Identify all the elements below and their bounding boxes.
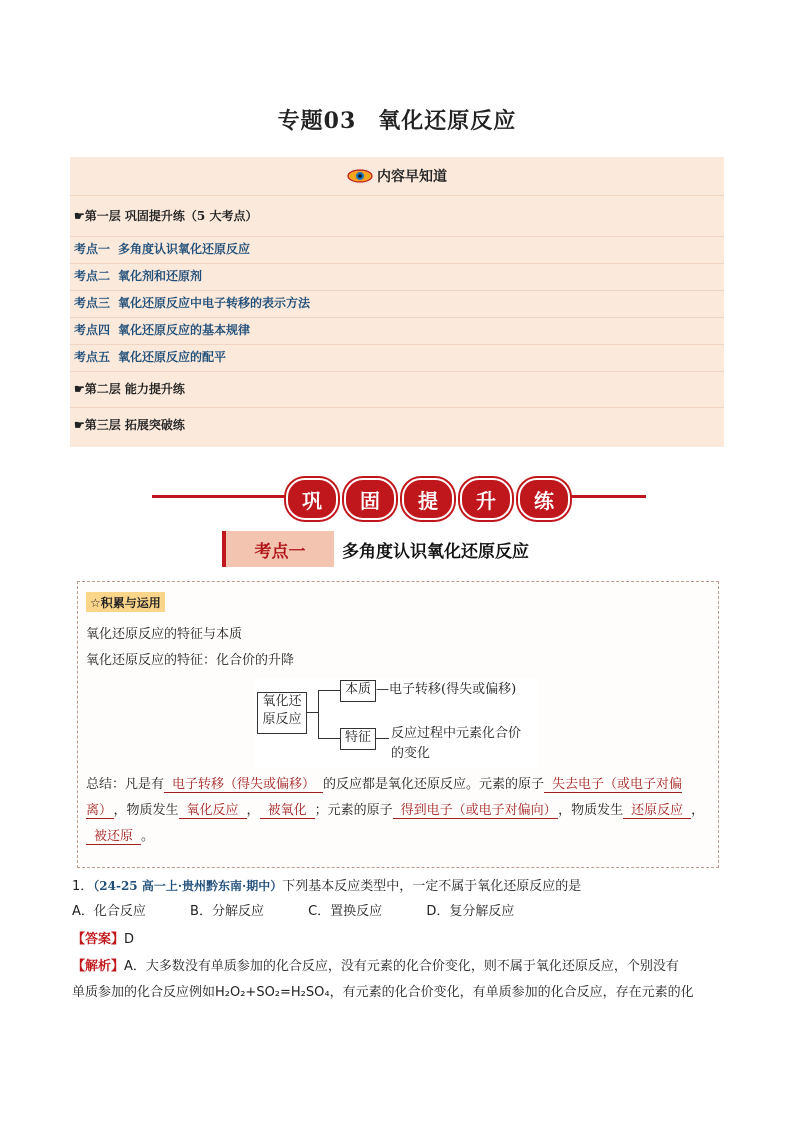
title-text: 氧化还原反应 (378, 109, 517, 134)
answer-value: D (124, 932, 135, 947)
knowledge-box (77, 581, 719, 868)
title-number: 专题03 (277, 108, 357, 134)
fill-blank: 被氧化 (260, 803, 315, 819)
analysis-line-1 (72, 957, 732, 977)
toc-item-kaodian-4[interactable] (74, 322, 720, 338)
question-stem (72, 876, 732, 897)
question-options (72, 902, 732, 922)
kaodian-title: 多角度认识氧化还原反应 (342, 541, 529, 562)
page-title (0, 104, 794, 135)
analysis-tag: 【解析】 (72, 959, 125, 974)
toc-header-label: 内容早知道 (377, 169, 447, 185)
banner-char: 固 (344, 478, 396, 520)
diagram-text-essence: —电子转移(得失或偏移) (376, 682, 517, 697)
toc-item-kaodian-3[interactable] (74, 295, 720, 311)
toc-header (70, 157, 724, 196)
banner-line-left (152, 495, 286, 498)
knowledge-line-2: 氧化还原反应的特征：化合价的升降 (86, 653, 295, 668)
toc-item-kaodian-2[interactable] (74, 268, 720, 284)
banner-char: 提 (402, 478, 454, 520)
summary-paragraph: 总结：凡是有 电子转移（得失或偏移） 的反应都是氧化还原反应。元素的原子 失去电子（或电子对偏离） ，物质发生 氧化反应 ， 被氧化 ；元素的原子 得到电子（或电子对偏向） ，物质发生 还原反应 ，被还原 。 (86, 777, 705, 844)
toc-item-text: 多角度认识氧化还原反应 (118, 242, 251, 256)
toc-box (70, 157, 724, 447)
question-number: 1． (72, 879, 94, 894)
toc-item-label: 考点四 (74, 323, 111, 337)
toc-item-kaodian-5[interactable] (74, 349, 720, 365)
toc-item-label: 考点二 (74, 269, 111, 283)
option-d: D．复分解反应 (426, 904, 515, 919)
option-c: C．置换反应 (308, 904, 383, 919)
fill-blank: 氧化反应 (179, 803, 247, 819)
toc-item-text: 氧化还原反应的配平 (118, 350, 227, 364)
toc-level-1[interactable]: ☛第一层 巩固提升练（5 大考点） (74, 209, 258, 223)
toc-level-3[interactable]: ☛第三层 拓展突破练 (74, 418, 185, 432)
fill-blank: 还原反应 (623, 803, 691, 819)
option-a: A．化合反应 (72, 904, 146, 919)
banner-char: 升 (460, 478, 512, 520)
toc-item-label: 考点一 (74, 242, 111, 256)
diagram-box-feature: 特征 (340, 728, 376, 750)
toc-item-text: 氧化剂和还原剂 (118, 269, 203, 283)
section-banner (286, 478, 570, 520)
concept-diagram (255, 678, 539, 768)
knowledge-line-1: 氧化还原反应的特征与本质 (86, 627, 243, 642)
option-b: B．分解反应 (190, 904, 264, 919)
knowledge-badge: ☆积累与运用 (86, 592, 165, 612)
eye-icon (347, 169, 373, 183)
diagram-root: 氧化还 原反应 (257, 692, 307, 734)
toc-item-label: 考点五 (74, 350, 111, 364)
kaodian-heading (222, 530, 529, 568)
toc-item-kaodian-1[interactable] (74, 241, 720, 257)
banner-char: 练 (518, 478, 570, 520)
fill-blank: 得到电子（或电子对偏向） (393, 803, 559, 819)
banner-line-right (560, 495, 646, 498)
answer-line (72, 930, 732, 950)
diagram-box-essence: 本质 (340, 680, 376, 702)
fill-blank: 失去电子（或电子对偏离） (86, 777, 683, 818)
diagram-text-feature-b: 的变化 (391, 746, 431, 761)
analysis-line-2: 单质参加的化合反应例如H₂O₂+SO₂=H₂SO₄，有元素的化合价变化，有单质参加的化合反应，存在元素的化 (72, 985, 694, 1000)
analysis-text: A．大多数没有单质参加的化合反应，没有元素的化合价变化，则不属于氧化还原反应，个别没有 (124, 959, 679, 974)
answer-tag: 【答案】 (72, 932, 125, 947)
question-source: （24-25 高一上·贵州黔东南·期中） (93, 879, 283, 893)
toc-item-label: 考点三 (74, 296, 111, 310)
kaodian-label: 考点一 (222, 531, 334, 567)
toc-item-text: 氧化还原反应的基本规律 (118, 323, 251, 337)
fill-blank: 电子转移（得失或偏移） (164, 777, 323, 793)
banner-char: 巩 (286, 478, 338, 520)
toc-level-2[interactable]: ☛第二层 能力提升练 (74, 382, 185, 396)
question-text: 下列基本反应类型中，一定不属于氧化还原反应的是 (282, 879, 582, 894)
fill-blank: 被还原 (86, 829, 141, 845)
diagram-text-feature-a: 反应过程中元素化合价 (391, 726, 522, 741)
toc-item-text: 氧化还原反应中电子转移的表示方法 (118, 296, 311, 310)
